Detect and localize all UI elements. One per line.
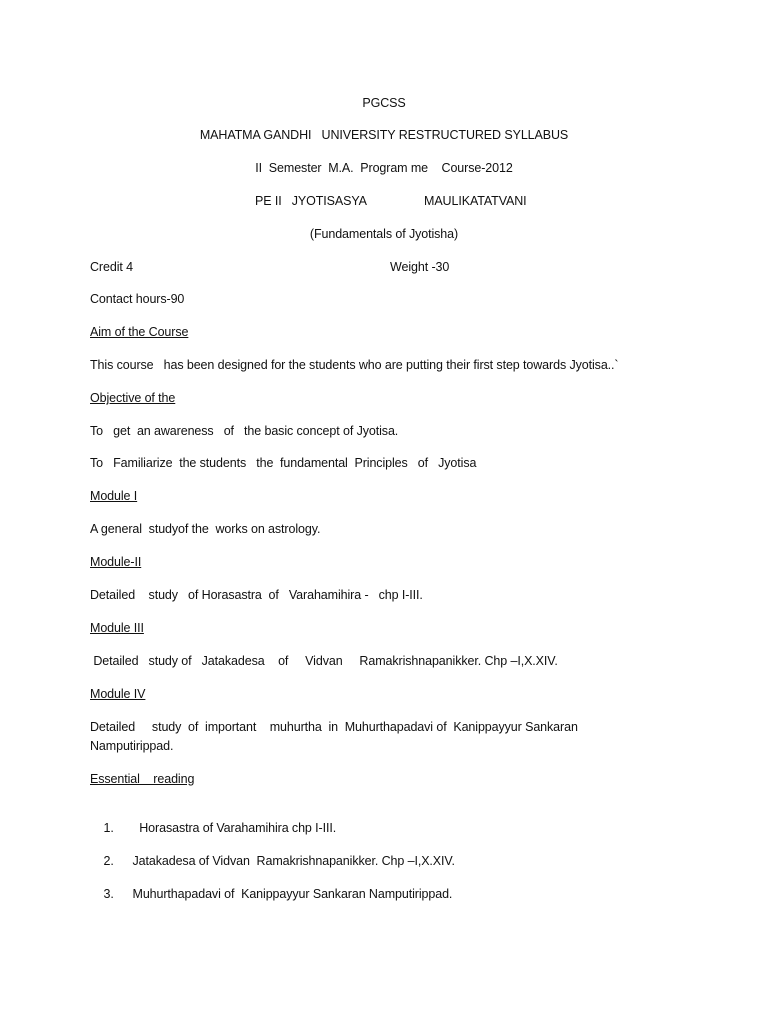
list-item-text: Horasastra of Varahamihira chp I-III. (132, 821, 337, 835)
objective-heading: Objective of the (90, 391, 176, 405)
module-3-heading: Module III (90, 621, 144, 635)
aim-heading: Aim of the Course (90, 325, 189, 339)
header-subtitle: (Fundamentals of Jyotisha) (309, 227, 459, 241)
objective-line-1: To get an awareness of the basic concept of Jyotisa. (90, 424, 399, 438)
essential-reading-heading: Essential reading (90, 772, 195, 786)
list-item-text: Jatakadesa of Vidvan Ramakrishnapanikker. Chp –I,X.XIV. (132, 854, 455, 868)
essential-reading-item (90, 870, 452, 918)
weight-label: Weight -30 (390, 260, 450, 274)
module-4-line-2: Namputirippad. (90, 739, 174, 753)
list-number: 3. (103, 887, 114, 901)
objective-line-2: To Familiarize the students the fundamental Principles of Jyotisa (90, 456, 477, 470)
module-4-line-1: Detailed study of important muhurtha in Muhurthapadavi of Kanippayyur Sankaran (90, 720, 578, 734)
module-2-text: Detailed study of Horasastra of Varahamihira - chp I-III. (90, 588, 423, 602)
header-paper-code: PE II JYOTISASYA (255, 194, 367, 208)
header-paper-title: MAULIKATATVANI (424, 194, 527, 208)
module-1-text: A general studyof the works on astrology. (90, 522, 321, 536)
module-3-text: Detailed study of Jatakadesa of Vidvan Ramakrishnapanikker. Chp –I,X.XIV. (90, 654, 558, 668)
module-2-heading: Module-II (90, 555, 142, 569)
list-number: 2. (103, 854, 114, 868)
module-1-heading: Module I (90, 489, 138, 503)
list-item-text: Muhurthapadavi of Kanippayyur Sankaran Namputirippad. (132, 887, 453, 901)
module-4-heading: Module IV (90, 687, 146, 701)
header-university: MAHATMA GANDHI UNIVERSITY RESTRUCTURED SYLLABUS (199, 128, 569, 142)
list-number: 1. (103, 821, 114, 835)
credit-label: Credit 4 (90, 260, 133, 274)
header-semester: II Semester M.A. Program me Course-2012 (255, 161, 513, 175)
contact-hours: Contact hours-90 (90, 292, 185, 306)
header-pgcss: PGCSS (362, 96, 406, 110)
aim-text: This course has been designed for the students who are putting their first step towards Jyotisa..` (90, 358, 619, 372)
